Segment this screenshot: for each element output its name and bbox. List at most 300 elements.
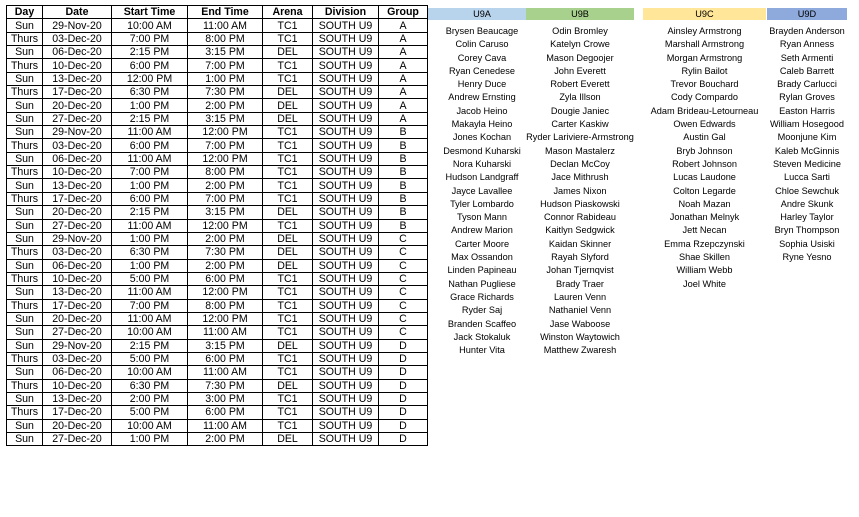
cell-division: SOUTH U9 [313,433,379,446]
cell-end-time: 2:00 PM [188,179,263,192]
cell-end-time: 7:30 PM [188,86,263,99]
cell-start-time: 10:00 AM [112,19,188,32]
cell-arena: DEL [263,99,313,112]
table-row [7,232,428,245]
cell-division: SOUTH U9 [313,152,379,165]
cell-start-time: 6:30 PM [112,379,188,392]
cell-group: C [379,299,428,312]
player-name: Makayla Heino [451,119,513,130]
table-row [7,406,428,419]
table-row [7,352,428,365]
cell-division: SOUTH U9 [313,46,379,59]
cell-start-time: 1:00 PM [112,232,188,245]
table-row [7,152,428,165]
cell-date: 13-Dec-20 [43,179,112,192]
table-row [7,139,428,152]
table-row [7,299,428,312]
cell-day: Thurs [7,406,43,419]
table-row [7,272,428,285]
player-name: Robert Everett [550,79,610,90]
player-name: Katelyn Crowe [550,39,610,50]
player-name: Jacob Heino [456,105,508,116]
cell-end-time: 3:15 PM [188,339,263,352]
roster-u9b [526,25,634,357]
player-name: Jayce Lavallee [451,185,513,196]
table-row [7,366,428,379]
player-name: Matthew Zwaresh [543,345,617,356]
cell-date: 10-Dec-20 [43,59,112,72]
cell-group: D [379,366,428,379]
header-division: Division [313,6,379,19]
player-name: Carter Kaskiw [551,119,609,130]
table-row [7,219,428,232]
table-row [7,126,428,139]
cell-arena: TC1 [263,219,313,232]
player-name: Kaidan Skinner [548,238,612,249]
cell-end-time: 8:00 PM [188,32,263,45]
cell-date: 03-Dec-20 [43,32,112,45]
cell-arena: DEL [263,112,313,125]
cell-division: SOUTH U9 [313,72,379,85]
cell-day: Sun [7,259,43,272]
cell-division: SOUTH U9 [313,219,379,232]
cell-end-time: 7:00 PM [188,192,263,205]
cell-date: 20-Dec-20 [43,419,112,432]
player-name: William Hosegood [769,119,845,130]
cell-end-time: 11:00 AM [188,419,263,432]
cell-end-time: 2:00 PM [188,99,263,112]
cell-day: Thurs [7,272,43,285]
cell-division: SOUTH U9 [313,166,379,179]
player-name: Ainsley Armstrong [667,26,742,36]
player-name: Colton Legarde [673,185,736,196]
cell-division: SOUTH U9 [313,366,379,379]
cell-arena: TC1 [263,126,313,139]
cell-day: Sun [7,19,43,32]
cell-division: SOUTH U9 [313,126,379,139]
player-name: Lucca Sarti [784,172,830,183]
cell-division: SOUTH U9 [313,406,379,419]
cell-date: 13-Dec-20 [43,392,112,405]
cell-day: Thurs [7,379,43,392]
player-name: Ryan Anness [779,39,835,50]
schedule-table [6,5,428,446]
cell-end-time: 11:00 AM [188,19,263,32]
player-name: Dougie Janiec [550,105,610,116]
player-name: Mason Degoojer [546,52,614,63]
cell-arena: TC1 [263,32,313,45]
cell-end-time: 8:00 PM [188,299,263,312]
roster-u9c [643,25,766,291]
cell-start-time: 1:00 PM [112,179,188,192]
cell-day: Sun [7,112,43,125]
cell-division: SOUTH U9 [313,112,379,125]
cell-day: Sun [7,433,43,446]
table-header-row [7,6,428,19]
cell-arena: TC1 [263,72,313,85]
cell-division: SOUTH U9 [313,32,379,45]
player-name: Henry Duce [457,79,507,90]
cell-division: SOUTH U9 [313,232,379,245]
cell-start-time: 7:00 PM [112,299,188,312]
player-name: Hudson Piaskowski [540,198,620,209]
cell-day: Thurs [7,86,43,99]
cell-arena: DEL [263,433,313,446]
cell-day: Thurs [7,352,43,365]
player-name: Joel White [683,278,726,289]
table-row [7,246,428,259]
cell-end-time: 11:00 AM [188,326,263,339]
cell-group: B [379,126,428,139]
team-header-u9b: U9B [526,8,634,20]
cell-day: Sun [7,366,43,379]
cell-group: D [379,406,428,419]
team-header-u9a: U9A [428,8,536,20]
table-row [7,46,428,59]
cell-division: SOUTH U9 [313,392,379,405]
cell-date: 06-Dec-20 [43,46,112,59]
cell-day: Sun [7,152,43,165]
player-name: Rylan Groves [779,92,835,103]
cell-end-time: 3:15 PM [188,206,263,219]
cell-end-time: 2:00 PM [188,259,263,272]
player-name: Ryan Cenedese [449,65,515,76]
cell-arena: TC1 [263,392,313,405]
cell-arena: TC1 [263,286,313,299]
player-name: Sophia Usiski [779,238,835,249]
player-name: Zyla Illson [559,92,601,103]
cell-day: Sun [7,312,43,325]
cell-group: C [379,326,428,339]
cell-division: SOUTH U9 [313,419,379,432]
team-header-u9c: U9C [643,8,766,20]
player-name: John Everett [554,65,606,76]
player-name: Lauren Venn [553,291,607,302]
cell-start-time: 5:00 PM [112,352,188,365]
cell-start-time: 2:15 PM [112,112,188,125]
player-name: Adam Brideau-Letourneau [650,105,759,116]
cell-group: A [379,19,428,32]
cell-end-time: 3:15 PM [188,112,263,125]
cell-group: B [379,206,428,219]
cell-division: SOUTH U9 [313,379,379,392]
cell-group: A [379,112,428,125]
cell-end-time: 7:00 PM [188,59,263,72]
cell-start-time: 6:30 PM [112,86,188,99]
cell-group: B [379,166,428,179]
table-row [7,379,428,392]
cell-end-time: 6:00 PM [188,406,263,419]
player-name: Colin Caruso [455,39,509,50]
player-name: Declan McCoy [550,158,610,169]
player-name: Shae Skillen [678,252,731,263]
player-name: Brayden Anderson [769,26,845,36]
cell-arena: TC1 [263,366,313,379]
cell-end-time: 12:00 PM [188,219,263,232]
cell-arena: DEL [263,232,313,245]
team-column-u9a [428,8,536,357]
cell-group: D [379,379,428,392]
player-name: Branden Scaffeo [447,318,517,329]
table-row [7,419,428,432]
player-name: Andrew Marion [451,225,513,236]
cell-date: 20-Dec-20 [43,206,112,219]
cell-start-time: 12:00 PM [112,72,188,85]
cell-date: 03-Dec-20 [43,352,112,365]
cell-start-time: 2:00 PM [112,392,188,405]
player-name: Connor Rabideau [543,212,617,223]
cell-start-time: 10:00 AM [112,366,188,379]
player-name: William Webb [676,265,733,276]
cell-start-time: 2:15 PM [112,46,188,59]
cell-division: SOUTH U9 [313,352,379,365]
player-name: Brady Traer [556,278,604,289]
cell-division: SOUTH U9 [313,59,379,72]
cell-division: SOUTH U9 [313,299,379,312]
cell-day: Sun [7,326,43,339]
cell-arena: DEL [263,246,313,259]
cell-arena: DEL [263,86,313,99]
cell-group: A [379,32,428,45]
cell-group: B [379,152,428,165]
schedule-body [7,19,428,446]
player-name: Austin Gal [683,132,726,143]
cell-group: D [379,433,428,446]
cell-division: SOUTH U9 [313,259,379,272]
cell-division: SOUTH U9 [313,139,379,152]
team-column-u9b [526,8,634,357]
cell-group: A [379,46,428,59]
player-name: Noah Mazan [678,198,731,209]
cell-group: D [379,392,428,405]
cell-division: SOUTH U9 [313,19,379,32]
cell-arena: TC1 [263,192,313,205]
cell-group: C [379,246,428,259]
cell-group: B [379,139,428,152]
table-row [7,392,428,405]
cell-division: SOUTH U9 [313,286,379,299]
cell-start-time: 2:15 PM [112,206,188,219]
player-name: Winston Waytowich [540,331,620,342]
cell-date: 17-Dec-20 [43,192,112,205]
cell-arena: TC1 [263,272,313,285]
player-name: James Nixon [553,185,607,196]
cell-start-time: 11:00 AM [112,312,188,325]
player-name: Max Ossandon [451,252,513,263]
cell-group: C [379,259,428,272]
cell-day: Thurs [7,32,43,45]
player-name: Andre Skunk [780,198,834,209]
cell-day: Sun [7,126,43,139]
cell-group: A [379,72,428,85]
cell-end-time: 12:00 PM [188,152,263,165]
cell-start-time: 5:00 PM [112,406,188,419]
table-row [7,326,428,339]
cell-start-time: 1:00 PM [112,433,188,446]
table-row [7,59,428,72]
cell-division: SOUTH U9 [313,326,379,339]
cell-end-time: 3:00 PM [188,392,263,405]
cell-date: 03-Dec-20 [43,139,112,152]
cell-arena: TC1 [263,19,313,32]
cell-division: SOUTH U9 [313,312,379,325]
cell-day: Sun [7,339,43,352]
cell-date: 03-Dec-20 [43,246,112,259]
player-name: Ryne Yesno [782,252,832,263]
player-name: Marshall Armstrong [664,39,745,50]
player-name: Ryder Lariviere-Armstrong [526,132,634,143]
cell-end-time: 1:00 PM [188,72,263,85]
cell-group: C [379,286,428,299]
player-name: Grace Richards [450,291,514,302]
table-row [7,19,428,32]
cell-end-time: 11:00 AM [188,366,263,379]
header-arena: Arena [263,6,313,19]
cell-group: B [379,192,428,205]
cell-start-time: 6:00 PM [112,59,188,72]
cell-day: Sun [7,179,43,192]
player-name: Odin Bromley [552,26,608,36]
player-name: Mason Mastalerz [545,145,615,156]
player-name: Jones Kochan [452,132,512,143]
cell-start-time: 10:00 AM [112,326,188,339]
player-name: Trevor Bouchard [670,79,739,90]
cell-arena: TC1 [263,166,313,179]
cell-date: 29-Nov-20 [43,232,112,245]
table-row [7,72,428,85]
cell-arena: DEL [263,379,313,392]
table-row [7,339,428,352]
cell-date: 27-Dec-20 [43,433,112,446]
cell-start-time: 1:00 PM [112,259,188,272]
cell-date: 13-Dec-20 [43,72,112,85]
player-name: Harley Taylor [780,212,834,223]
cell-day: Thurs [7,59,43,72]
cell-start-time: 2:15 PM [112,339,188,352]
cell-division: SOUTH U9 [313,99,379,112]
roster-u9d [767,25,847,264]
player-name: Kaleb McGinnis [774,145,840,156]
player-name: Caleb Barrett [779,65,835,76]
table-row [7,99,428,112]
cell-end-time: 2:00 PM [188,433,263,446]
header-day: Day [7,6,43,19]
cell-date: 29-Nov-20 [43,19,112,32]
player-name: Jase Waboose [549,318,611,329]
table-row [7,32,428,45]
cell-day: Thurs [7,299,43,312]
header-date: Date [43,6,112,19]
cell-arena: TC1 [263,326,313,339]
cell-date: 29-Nov-20 [43,126,112,139]
cell-arena: DEL [263,259,313,272]
player-name: Rylin Bailot [681,65,728,76]
cell-start-time: 11:00 AM [112,219,188,232]
cell-end-time: 7:30 PM [188,379,263,392]
team-header-u9d: U9D [767,8,847,20]
cell-start-time: 11:00 AM [112,152,188,165]
cell-start-time: 7:00 PM [112,166,188,179]
player-name: Johan Tjernqvist [546,265,614,276]
cell-arena: DEL [263,206,313,219]
table-row [7,112,428,125]
cell-day: Sun [7,206,43,219]
cell-division: SOUTH U9 [313,272,379,285]
cell-day: Sun [7,72,43,85]
cell-group: C [379,312,428,325]
cell-date: 17-Dec-20 [43,406,112,419]
cell-day: Thurs [7,246,43,259]
table-row [7,206,428,219]
team-column-u9c [643,8,766,291]
player-name: Owen Edwards [673,119,736,130]
cell-start-time: 11:00 AM [112,126,188,139]
cell-date: 20-Dec-20 [43,312,112,325]
player-name: Lucas Laudone [673,172,736,183]
player-name: Andrew Ernsting [448,92,516,103]
cell-group: C [379,272,428,285]
cell-end-time: 3:15 PM [188,46,263,59]
cell-date: 10-Dec-20 [43,379,112,392]
cell-division: SOUTH U9 [313,339,379,352]
cell-group: A [379,99,428,112]
cell-division: SOUTH U9 [313,179,379,192]
table-row [7,286,428,299]
cell-date: 06-Dec-20 [43,259,112,272]
cell-day: Thurs [7,166,43,179]
cell-division: SOUTH U9 [313,246,379,259]
player-name: Tyler Lombardo [450,198,514,209]
cell-date: 17-Dec-20 [43,86,112,99]
cell-start-time: 1:00 PM [112,99,188,112]
player-name: Chloe Sewchuk [775,185,839,196]
team-column-u9d [767,8,847,264]
player-name: Nathaniel Venn [548,305,612,316]
cell-group: B [379,179,428,192]
cell-start-time: 5:00 PM [112,272,188,285]
cell-end-time: 12:00 PM [188,286,263,299]
cell-arena: DEL [263,339,313,352]
player-name: Steven Medicine [773,158,841,169]
cell-day: Thurs [7,192,43,205]
table-row [7,259,428,272]
cell-arena: DEL [263,46,313,59]
player-name: Robert Johnson [672,158,737,169]
cell-day: Sun [7,286,43,299]
player-name: Rayah Slyford [551,252,609,263]
cell-date: 13-Dec-20 [43,286,112,299]
cell-date: 27-Dec-20 [43,112,112,125]
player-name: Jonathan Melnyk [669,212,740,223]
cell-group: A [379,59,428,72]
table-row [7,312,428,325]
player-name: Emma Rzepczynski [664,238,745,249]
cell-start-time: 6:30 PM [112,246,188,259]
cell-date: 06-Dec-20 [43,152,112,165]
cell-arena: TC1 [263,312,313,325]
cell-arena: TC1 [263,59,313,72]
player-name: Bryb Johnson [676,145,733,156]
cell-start-time: 6:00 PM [112,139,188,152]
table-row [7,192,428,205]
cell-start-time: 6:00 PM [112,192,188,205]
player-name: Hunter Vita [459,345,505,356]
player-name: Jace Mithrush [551,172,609,183]
cell-date: 10-Dec-20 [43,166,112,179]
cell-group: D [379,352,428,365]
cell-arena: TC1 [263,352,313,365]
cell-day: Thurs [7,139,43,152]
